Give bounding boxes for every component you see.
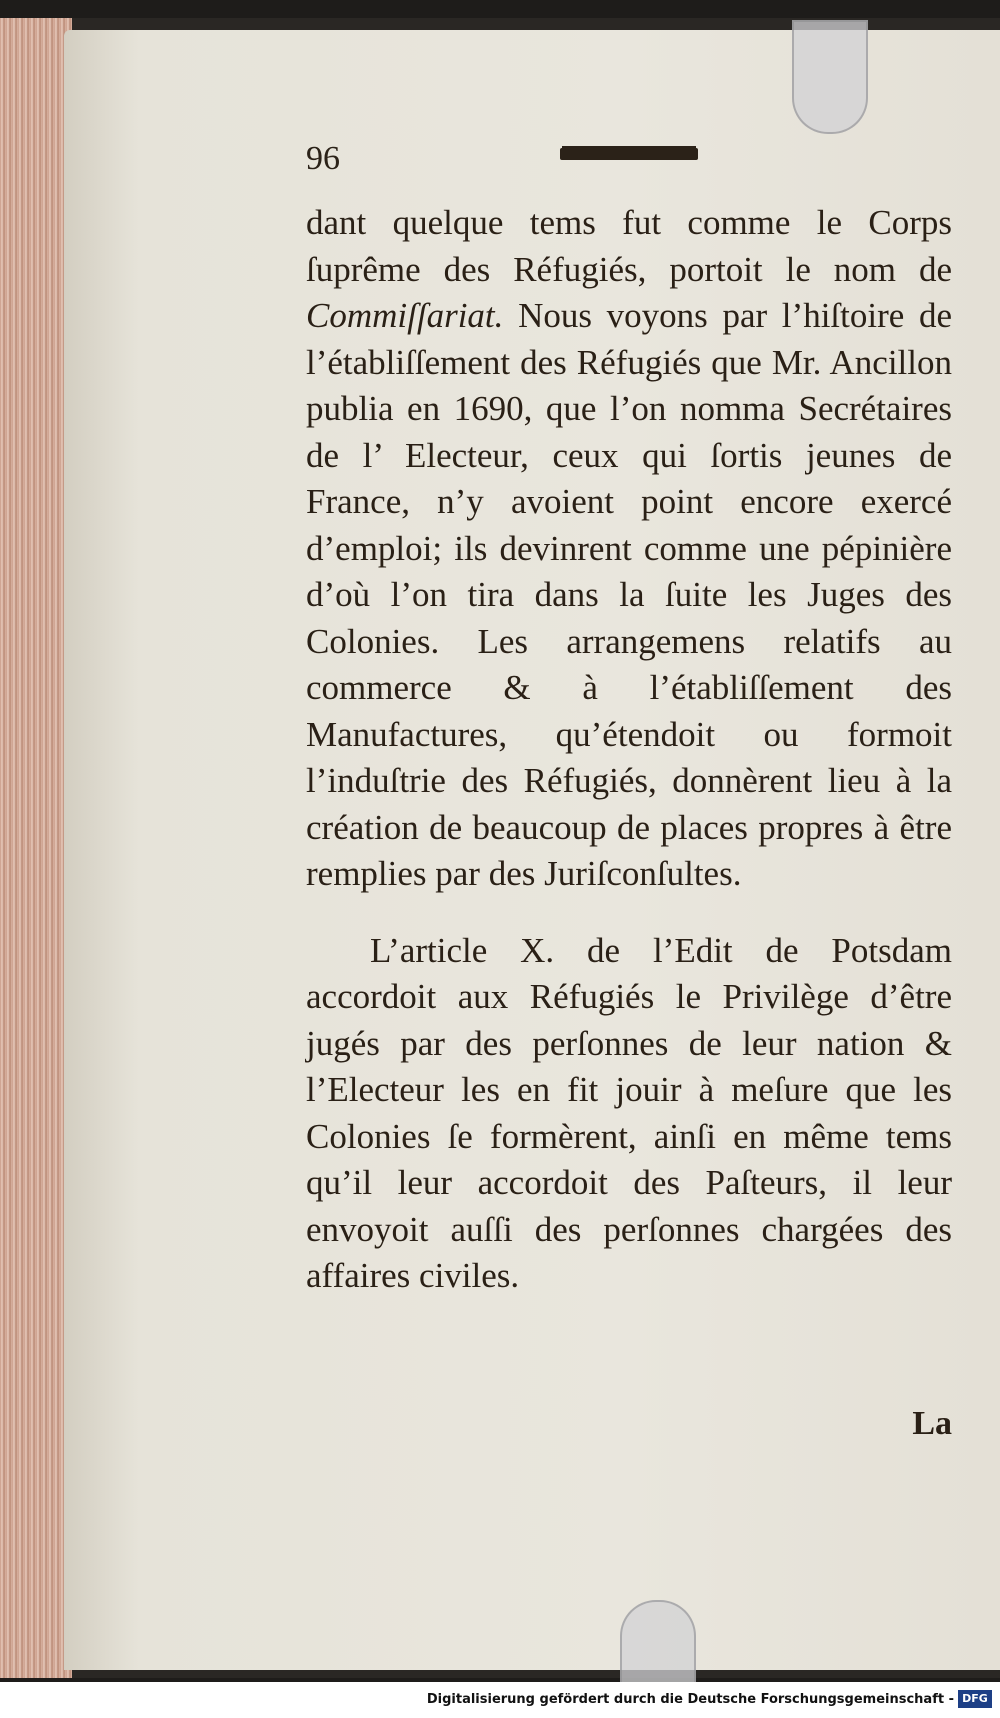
header-rule-ornament bbox=[560, 148, 698, 160]
paragraph-1-italic-term: Commiſſariat. bbox=[306, 296, 504, 335]
paragraph-1-start: dant quelque tems fut comme le Corps ſuprême des Réfugiés, portoit le nom de bbox=[306, 203, 952, 289]
page-number: 96 bbox=[306, 140, 340, 177]
body-text bbox=[306, 200, 952, 1300]
digitization-credit: Digitalisierung gefördert durch die Deutsche Forschungsgemeinschaft - bbox=[426, 1692, 954, 1707]
page-clip-top bbox=[792, 20, 868, 134]
dfg-logo: DFG bbox=[958, 1690, 992, 1708]
page-edges bbox=[0, 18, 72, 1678]
paragraph-2: L’article X. de l’Edit de Potsdam accordoit aux Réfugiés le Privilège d’être jugés par des perſonnes de leur nation & l’Electeur les en fit jouir à meſure que les Colonies ſe formèrent, ainſi en même tems qu’il leur accordoit des Paſteurs, il leur envoyoit auſſi des perſonnes chargées des affaires civiles. bbox=[306, 930, 952, 1295]
catchword: La bbox=[912, 1405, 952, 1442]
paragraph-1 bbox=[306, 200, 952, 898]
paragraph-1-rest: Nous voyons par l’hiſtoire de l’établiſſement des Réfugiés que Mr. Ancillon publia en 1690, que l’on nomma Secrétaires de l’ Electeur, ceux qui ſortis jeunes de France, n’y avoient point encore exercé d’emploi; ils devinrent comme une pépinière d’où l’on tira dans la ſuite les Juges des Colonies. Les arrangemens relatifs au commerce & à l’établiſſement des Manufactures, qu’étendoit ou formoit l’induſtrie des Réfugiés, donnèrent lieu à la création de beaucoup de places propres à être remplies par des Juriſconſultes. bbox=[306, 296, 952, 893]
